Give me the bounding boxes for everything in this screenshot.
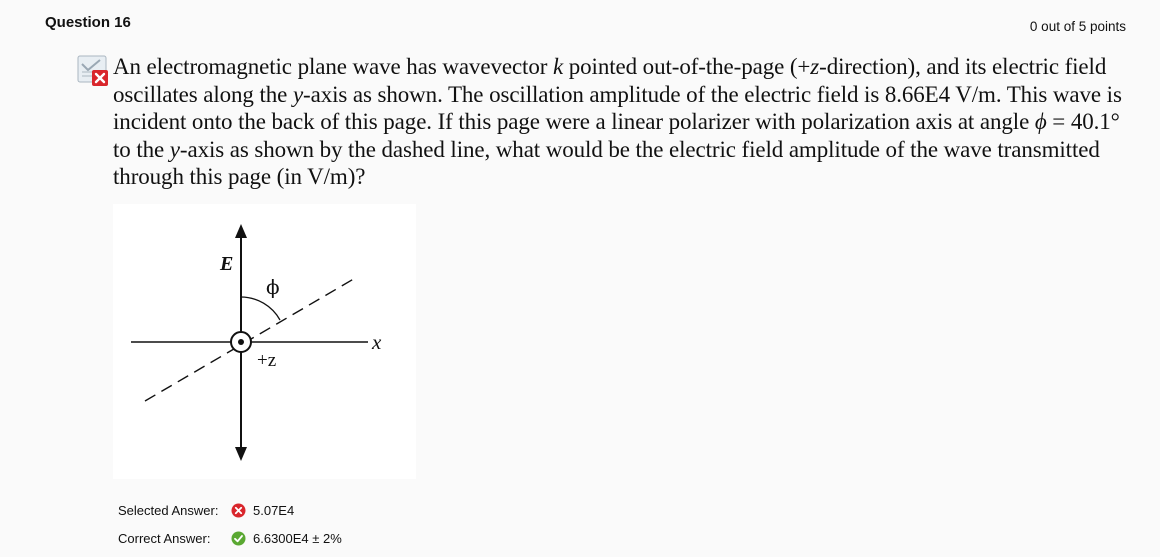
question-title: Question 16 [45,14,131,31]
question-text-part: -axis as shown. The oscillation amplitude of the electric field is 8.66E4 V/m. This wave is incident onto the back of this page. If this page were a linear polarizer with polarization axis at angle [113,81,1122,134]
e-arrow-up [235,224,247,238]
incorrect-icon [231,503,246,518]
question-text-part: An electromagnetic plane wave has wavevector [113,54,553,79]
incorrect-x-icon [76,54,110,88]
selected-answer-value: 5.07E4 [253,503,295,518]
correct-answer-label: Correct Answer: [118,531,211,546]
phi-angle-arc [241,297,280,320]
selected-answer-label: Selected Answer: [118,503,219,518]
question-header [0,0,1160,44]
question-text-part: = 40.1° to the [113,109,1120,162]
question-text-part: -axis as shown by the dashed line, what would be the electric field amplitude of the wave transmitted through this page (in V/m)? [113,136,1100,189]
correct-answer-value: 6.6300E4 ± 2% [253,531,342,546]
label-phi: ϕ [266,275,280,299]
question-text-var-phi: ϕ [1034,109,1047,134]
question-text-part: -direction), and its electric field oscillates along the [113,54,1107,107]
e-arrow-down [235,447,247,461]
label-x: x [372,330,382,354]
label-e: E [220,253,234,275]
polarizer-figure [113,204,416,479]
question-text-var-y: y [292,81,304,107]
question-text [113,53,1143,191]
question-text-part: pointed out-of-the-page (+ [563,54,811,79]
question-text-var-k: k [552,54,564,79]
out-of-page-dot [238,339,244,345]
question-text-var-z: z [810,54,820,79]
label-z: +z [257,350,277,371]
question-points: 0 out of 5 points [1029,19,1126,34]
polarizer-diagram [113,204,416,479]
correct-check-icon [231,531,246,546]
question-text-var-y: y [169,136,180,162]
